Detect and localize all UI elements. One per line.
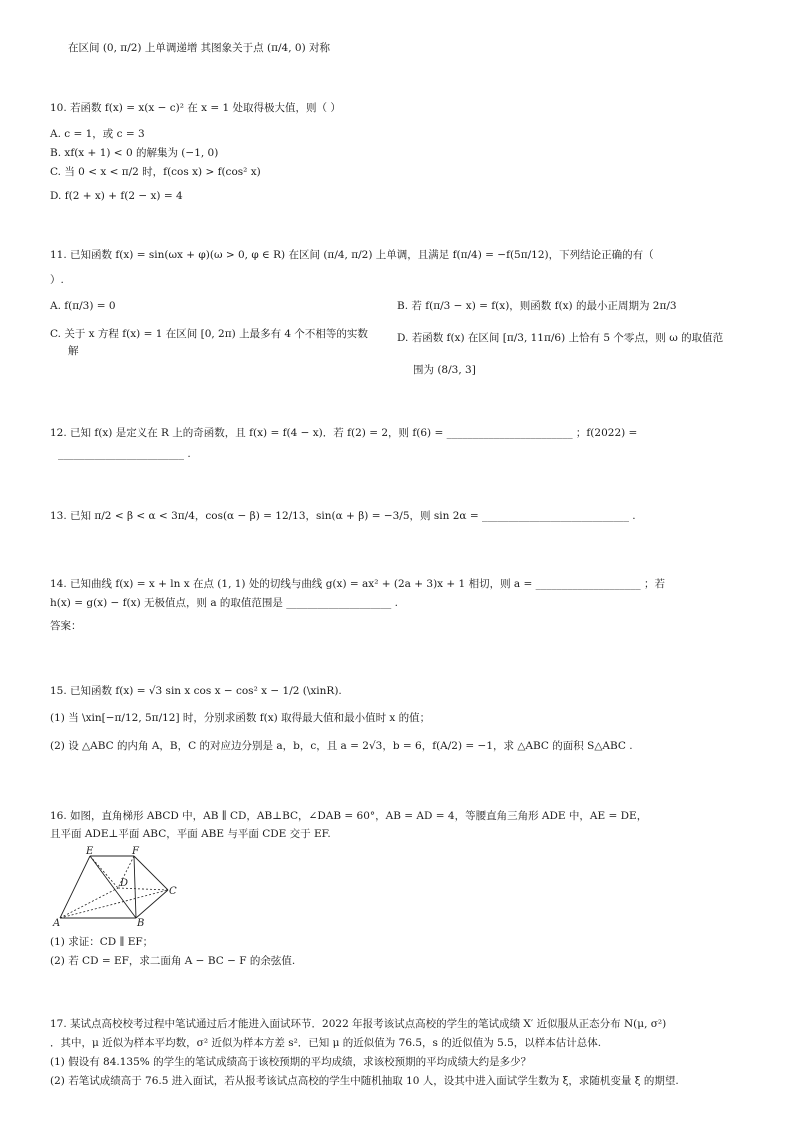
- text-line-l07: 11. 已知函数 f(x) = sin(ωx + φ)(ω > 0, φ ∈ R) 在区间 (π/4, π/2) 上单调，且满足 f(π/4) = −f(5π/12)，下列结论正确的有（: [50, 249, 654, 261]
- text-line-l06: D. f(2 + x) + f(2 − x) = 4: [50, 190, 183, 202]
- text-line-l11: C. 关于 x 方程 f(x) = 1 在区间 [0, 2π) 上最多有 4 个不相等的实数: [50, 328, 368, 340]
- text-line-l03: A. c = 1，或 c = 3: [50, 128, 145, 140]
- text-line-l17: 13. 已知 π/2 < β < α < 3π/4，cos(α − β) = 12/13，sin(α + β) = −3/5，则 sin 2α = ____________________________ .: [50, 510, 636, 522]
- text-line-l01: 在区间 (0, π/2) 上单调递增 其图象关于点 (π/4, 0) 对称: [68, 42, 331, 54]
- text-line-l18: 14. 已知曲线 f(x) = x + ln x 在点 (1, 1) 处的切线与曲线 g(x) = ax² + (2a + 3)x + 1 相切，则 a = ____________________ ；若: [50, 578, 665, 590]
- text-line-l14: 围为 (8/3, 3]: [413, 364, 476, 376]
- text-line-l09: A. f(π/3) = 0: [50, 300, 116, 312]
- text-line-l15: 12. 已知 f(x) 是定义在 R 上的奇函数，且 f(x) = f(4 − x)．若 f(2) = 2，则 f(6) = ________________________ ；f(2022) =: [50, 427, 638, 439]
- text-line-l25: 且平面 ADE⊥平面 ABC，平面 ABE 与平面 CDE 交于 EF.: [50, 828, 331, 840]
- vertex-label-a: A: [53, 918, 61, 926]
- text-line-l28: 17. 某试点高校校考过程中笔试通过后才能进入面试环节．2022 年报考该试点高校的学生的笔试成绩 X′ 近似服从正态分布 N(μ, σ²): [50, 1018, 667, 1030]
- vertex-label-f: F: [132, 846, 139, 857]
- text-line-l23: (2) 设 △ABC 的内角 A，B，C 的对应边分别是 a，b，c，且 a = 2√3，b = 6，f(A/2) = −1，求 △ABC 的面积 S△ABC .: [50, 740, 633, 752]
- text-line-l24: 16. 如图，直角梯形 ABCD 中，AB ∥ CD，AB⊥BC，∠DAB = 60°，AB = AD = 4，等腰直角三角形 ADE 中，AE = DE，: [50, 810, 648, 822]
- text-line-l12: 解: [68, 345, 79, 357]
- text-line-l19: h(x) = g(x) − f(x) 无极值点，则 a 的取值范围是 ____________________ .: [50, 597, 398, 609]
- text-line-l22: (1) 当 \xin[−π/12, 5π/12] 时，分别求函数 f(x) 取得最大值和最小值时 x 的值；: [50, 712, 431, 724]
- text-line-l20: 答案：: [50, 620, 82, 632]
- vertex-label-e: E: [86, 846, 94, 857]
- text-line-l30: (1) 假设有 84.135% 的学生的笔试成绩高于该校预期的平均成绩，求该校预期的平均成绩大约是多少？: [50, 1056, 532, 1068]
- text-line-l31: (2) 若笔试成绩高于 76.5 进入面试，若从报考该试点高校的学生中随机抽取 10 人，设其中进入面试学生数为 ξ，求随机变量 ξ 的期望.: [50, 1075, 679, 1087]
- text-line-l02: 10. 若函数 f(x) = x(x − c)² 在 x = 1 处取得极大值，则（ ）: [50, 102, 341, 114]
- vertex-label-d: D: [120, 878, 129, 889]
- trapezoid-figure: [50, 846, 180, 926]
- text-line-l29: ．其中，μ 近似为样本平均数，σ² 近似为样本方差 s²．已知 μ 的近似值为 76.5，s 的近似值为 5.5，以样本估计总体.: [50, 1037, 602, 1049]
- text-line-l27: (2) 若 CD = EF，求二面角 A − BC − F 的余弦值.: [50, 955, 296, 967]
- text-line-l10: B. 若 f(π/3 − x) = f(x)，则函数 f(x) 的最小正周期为 2π/3: [397, 300, 677, 312]
- text-line-l05: C. 当 0 < x < π/2 时，f(cos x) > f(cos² x): [50, 166, 261, 178]
- vertex-label-c: C: [169, 886, 177, 897]
- text-line-l16: ________________________ .: [58, 448, 191, 460]
- vertex-label-b: B: [137, 918, 145, 926]
- text-line-l13: D. 若函数 f(x) 在区间 [π/3, 11π/6) 上恰有 5 个零点，则 ω 的取值范: [397, 332, 724, 344]
- text-line-l21: 15. 已知函数 f(x) = √3 sin x cos x − cos² x − 1/2 (\xinR).: [50, 685, 342, 697]
- text-line-l04: B. xf(x + 1) < 0 的解集为 (−1, 0): [50, 147, 219, 159]
- text-line-l08: ）.: [50, 274, 64, 286]
- text-line-l26: (1) 求证：CD ∥ EF；: [50, 936, 154, 948]
